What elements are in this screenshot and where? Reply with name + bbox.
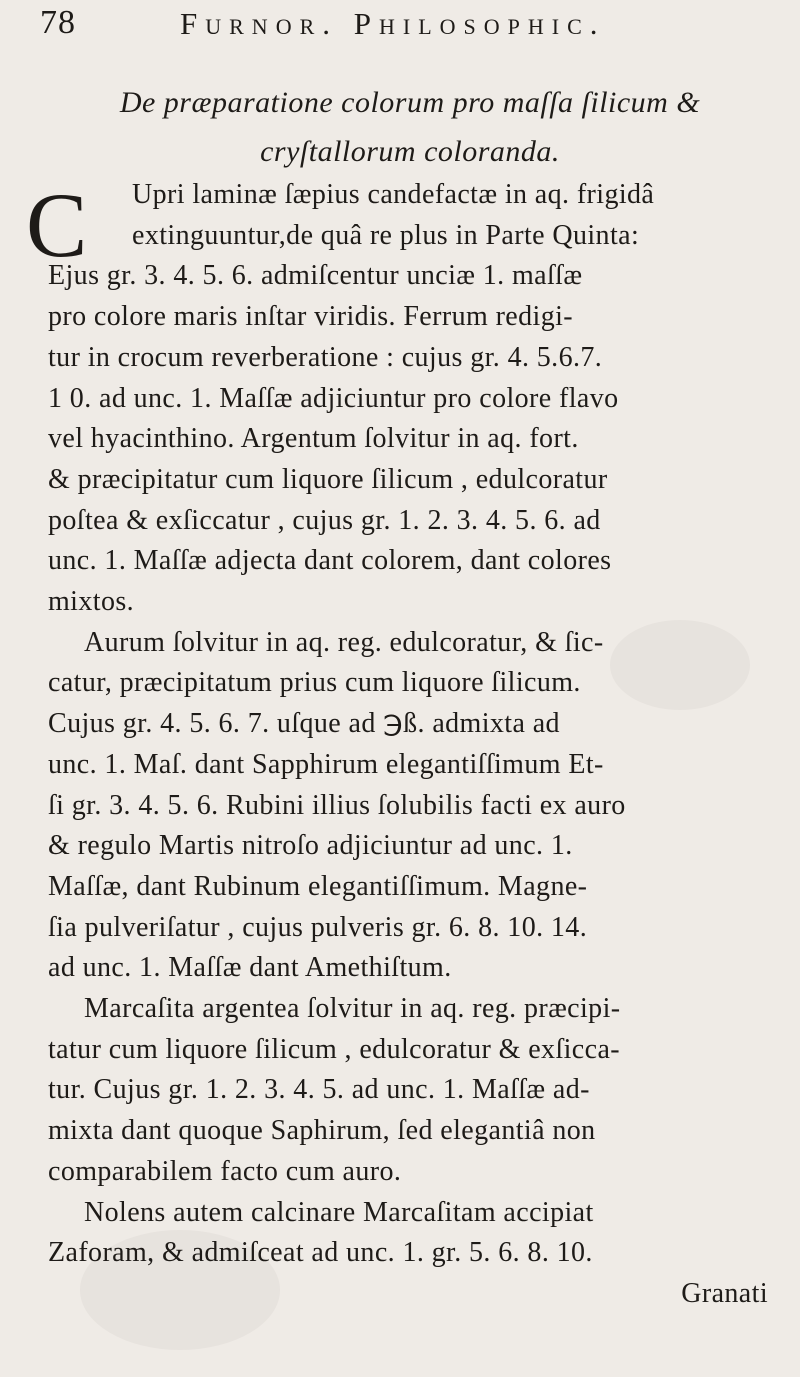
text-line: tur in crocum reverberatione : cujus gr. 4. 5.6.7. <box>48 341 603 373</box>
text-line: ſia pulveriſatur , cujus pulveris gr. 6. 8. 10. 14. <box>48 911 588 943</box>
text-line: unc. 1. Maſſæ adjecta dant colorem, dant colores <box>48 545 612 577</box>
heading-line-2: cryſtallorum coloranda. <box>260 135 560 168</box>
text-line: tatur cum liquore ſilicum , edulcoratur & exſicca- <box>48 1033 621 1065</box>
page-number: 78 <box>40 4 76 41</box>
text-line: tur. Cujus gr. 1. 2. 3. 4. 5. ad unc. 1. Maſſæ ad- <box>48 1074 590 1106</box>
text-line: unc. 1. Maſ. dant Sapphirum elegantiſſimum Et- <box>48 748 604 780</box>
text-line: & regulo Martis nitroſo adjiciuntur ad unc. 1. <box>48 830 573 862</box>
text-line: Nolens autem calcinare Marcaſitam accipiat <box>84 1196 594 1228</box>
text-line: Maſſæ, dant Rubinum elegantiſſimum. Magne- <box>48 870 588 902</box>
text-line: ſi gr. 3. 4. 5. 6. Rubini illius ſolubilis facti ex auro <box>48 789 626 821</box>
text-line: poſtea & exſiccatur , cujus gr. 1. 2. 3. 4. 5. 6. ad <box>48 504 601 536</box>
catchword: Granati <box>681 1277 768 1309</box>
text-line: pro colore maris inſtar viridis. Ferrum redigi- <box>48 301 574 333</box>
text-line: vel hyacinthino. Argentum ſolvitur in aq. fort. <box>48 423 579 455</box>
text-line: mixtos. <box>48 586 135 618</box>
body-text <box>48 175 788 1315</box>
running-title: Furnor. Philosophic. <box>180 6 606 41</box>
text-line: mixta dant quoque Saphirum, ſed elegantiâ non <box>48 1115 596 1147</box>
text-line: extinguuntur,de quâ re plus in Parte Quinta: <box>132 219 640 251</box>
text-line: Marcaſita argentea ſolvitur in aq. reg. præcipi- <box>84 993 621 1025</box>
text-line: Cujus gr. 4. 5. 6. 7. uſque ad ℈ß. admixta ad <box>48 708 560 740</box>
section-heading <box>60 78 760 176</box>
text-line: comparabilem facto cum auro. <box>48 1155 402 1187</box>
text-line: & præcipitatur cum liquore ſilicum , edulcoratur <box>48 463 608 495</box>
text-line: Zaforam, & admiſceat ad unc. 1. gr. 5. 6. 8. 10. <box>48 1237 593 1269</box>
heading-line-1: De præparatione colorum pro maſſa ſilicum & <box>119 86 701 119</box>
text-line: catur, præcipitatum prius cum liquore ſilicum. <box>48 667 581 699</box>
text-line: Upri laminæ ſæpius candefactæ in aq. frigidâ <box>132 179 655 210</box>
drop-cap: C <box>26 174 88 276</box>
running-head <box>30 4 770 48</box>
text-line: ad unc. 1. Maſſæ dant Amethiſtum. <box>48 952 452 984</box>
text-line: 1 0. ad unc. 1. Maſſæ adjiciuntur pro colore flavo <box>48 382 619 414</box>
text-line: Aurum ſolvitur in aq. reg. edulcoratur, & ſic- <box>84 626 604 658</box>
text-line: Ejus gr. 3. 4. 5. 6. admiſcentur unciæ 1. maſſæ <box>48 260 583 292</box>
